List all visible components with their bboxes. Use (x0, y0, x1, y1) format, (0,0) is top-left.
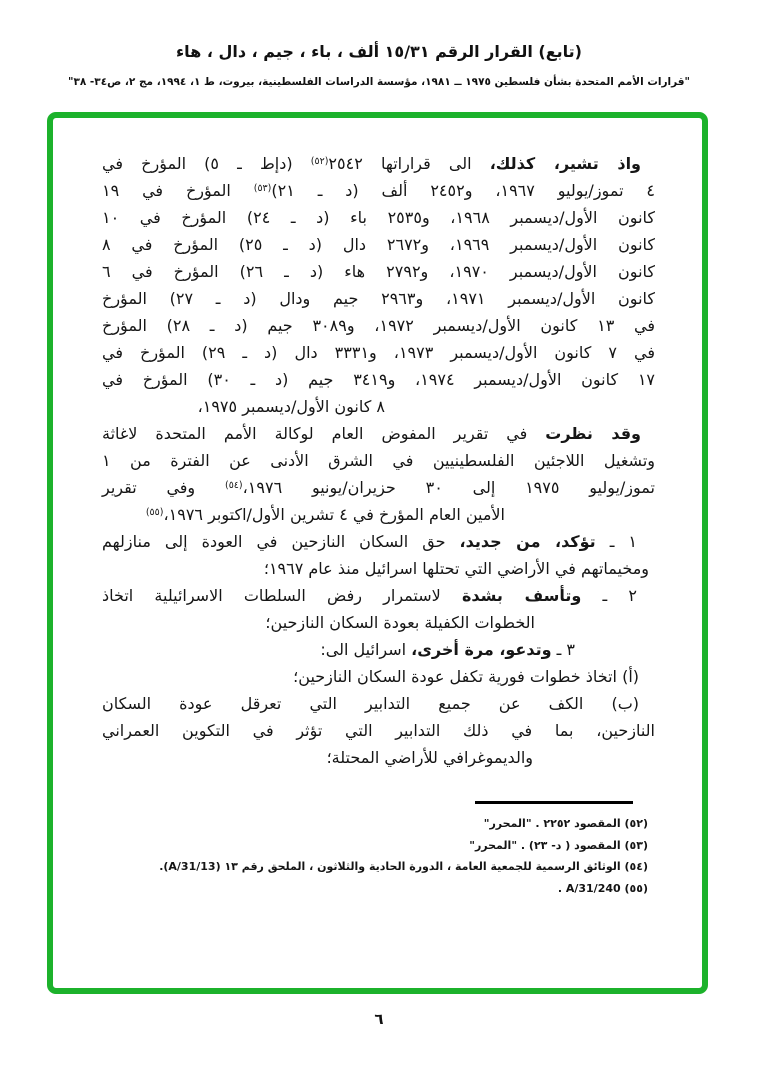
text-segment: كانون الأول/ديسمبر ١٩٦٩، و٢٦٧٢ دال (د ـ ٢٥) المؤرخ في ٨ (102, 235, 656, 254)
text-segment: في ٧ كانون الأول/ديسمبر ١٩٧٣، و٣٣٣١ دال (د ـ ٢٩) المؤرخ في (102, 343, 655, 362)
text-segment: في تقرير المفوض العام لوكالة الأمم المتحدة لاغاثة (102, 424, 546, 443)
header-title: (تابع) القرار الرقم ١٥/٣١ ألف ، باء ، جيم ، دال ، هاء (176, 42, 582, 61)
text-segment: وفي تقرير (102, 478, 225, 497)
body-line-subitem-b (102, 690, 655, 717)
text-segment: حق السكان النازحين في العودة إلى منازلهم (102, 532, 460, 551)
body-text (102, 150, 655, 771)
text-segment: (ب) الكف عن جميع التدابير التي تعرقل عودة السكان (102, 694, 639, 713)
header-source-citation: "قرارات الأمم المتحدة بشأن فلسطين ١٩٧٥ ــ ١٩٨١، مؤسسة الدراسات الفلسطينية، بيروت، ط ١، ١٩٩٤، مج ٢، ص٣٤- ٣٨" (67, 76, 691, 88)
body-line-considered-clause (102, 474, 655, 501)
text-segment: والديموغرافي للأراضي المحتلة؛ (326, 748, 533, 767)
text-segment: وتدعو، مرة أخرى، (411, 640, 552, 659)
text-segment: تؤكد، من جديد، (459, 532, 596, 551)
footnote-ref: (٥٣) (253, 183, 272, 194)
body-line-operative-1 (102, 555, 655, 582)
footnote-ref: (٥٢) (310, 156, 329, 167)
text-segment: ٢ ـ (581, 586, 637, 605)
body-line-considered-clause (102, 420, 655, 447)
footnote: (٥٤) الوثائق الرسمية للجمعية العامة ، الدورة الحادية والثلاثون ، الملحق رقم ١٣ (A/31/13). (159, 860, 648, 873)
text-segment: ٣ ـ (551, 640, 575, 659)
text-segment: في ١٣ كانون الأول/ديسمبر ١٩٧٢، و٣٠٨٩ جيم (د ـ ٢٨) المؤرخ (102, 316, 656, 335)
text-segment: (أ) اتخاذ خطوات فورية تكفل عودة السكان النازحين؛ (293, 667, 639, 686)
text-segment: الأمين العام المؤرخ في ٤ تشرين الأول/اكتوبر ١٩٧٦، (163, 505, 505, 524)
text-segment: (دإط ـ ٥) المؤرخ في (102, 154, 311, 173)
footnote-separator-rule (475, 801, 633, 804)
body-line-recalling-clause (102, 285, 655, 312)
body-line-recalling-clause (102, 204, 655, 231)
text-segment: تموز/يوليو ١٩٧٥ إلى ٣٠ حزيران/يونيو ١٩٧٦، (242, 478, 656, 497)
text-segment: كانون الأول/ديسمبر ١٩٧١، و٢٩٦٣ جيم ودال (د ـ ٢٧) المؤرخ (102, 289, 656, 308)
text-segment: النازحين، بما في ذلك التدابير التي تؤثر في التكوين العمراني (102, 721, 655, 740)
text-segment: ٤ تموز/يوليو ١٩٦٧، و٢٤٥٢ ألف (د ـ ٢١) (271, 181, 656, 200)
text-segment: المؤرخ في ١٩ (102, 181, 254, 200)
body-line-operative-3 (102, 636, 655, 663)
text-segment: الى قراراتها ٢٥٤٢ (328, 154, 490, 173)
footnote: (٥٢) المقصود ٢٢٥٢ . "المحرر" (483, 817, 648, 830)
footnote-section (128, 813, 648, 899)
text-segment: الخطوات الكفيلة بعودة السكان النازحين؛ (265, 613, 535, 632)
text-segment: وتشغيل اللاجئين الفلسطينيين في الشرق الأدنى عن الفترة من ١ (102, 451, 655, 470)
text-segment: كانون الأول/ديسمبر ١٩٦٨، و٢٥٣٥ باء (د ـ ٢٤) المؤرخ في ١٠ (102, 208, 656, 227)
text-segment: كانون الأول/ديسمبر ١٩٧٠، و٢٧٩٢ هاء (د ـ ٢٦) المؤرخ في ٦ (102, 262, 656, 281)
body-line-recalling-clause (102, 366, 655, 393)
footnote-ref: (٥٤) (224, 480, 243, 491)
footnote: (٥٥) A/31/240 . (557, 881, 648, 895)
body-line-subitem-a (102, 663, 655, 690)
body-line-considered-clause (102, 447, 655, 474)
body-line-recalling-clause (102, 150, 655, 177)
body-line-subitem-b (102, 717, 655, 744)
text-segment: ومخيماتهم في الأراضي التي تحتلها اسرائيل منذ عام ١٩٦٧؛ (263, 559, 649, 578)
body-line-operative-2 (102, 609, 655, 636)
body-line-recalling-clause (102, 177, 655, 204)
text-segment: ١ ـ (595, 532, 638, 551)
footnote-ref: (٥٥) (145, 507, 164, 518)
body-line-recalling-clause (102, 393, 655, 420)
page-number: ٦ (374, 1010, 384, 1028)
body-line-considered-clause (102, 501, 655, 528)
body-line-recalling-clause (102, 258, 655, 285)
text-segment: لاستمرار رفض السلطات الاسرائيلية اتخاذ (102, 586, 462, 605)
text-segment: اسرائيل الى: (320, 640, 412, 659)
body-line-recalling-clause (102, 312, 655, 339)
text-segment: ٨ كانون الأول/ديسمبر ١٩٧٥، (197, 397, 385, 416)
body-line-operative-2 (102, 582, 655, 609)
text-segment: ١٧ كانون الأول/ديسمبر ١٩٧٤، و٣٤١٩ جيم (د ـ ٣٠) المؤرخ في (102, 370, 656, 389)
text-segment: وتأسف بشدة (461, 586, 582, 605)
body-line-operative-1 (102, 528, 655, 555)
footnote: (٥٣) المقصود ( د- ٢٣) . "المحرر" (469, 838, 648, 852)
text-segment: واذ تشير، كذلك، (489, 154, 641, 173)
body-line-recalling-clause (102, 231, 655, 258)
body-line-subitem-b (102, 744, 655, 771)
text-segment: وقد نظرت (545, 424, 642, 443)
body-line-recalling-clause (102, 339, 655, 366)
